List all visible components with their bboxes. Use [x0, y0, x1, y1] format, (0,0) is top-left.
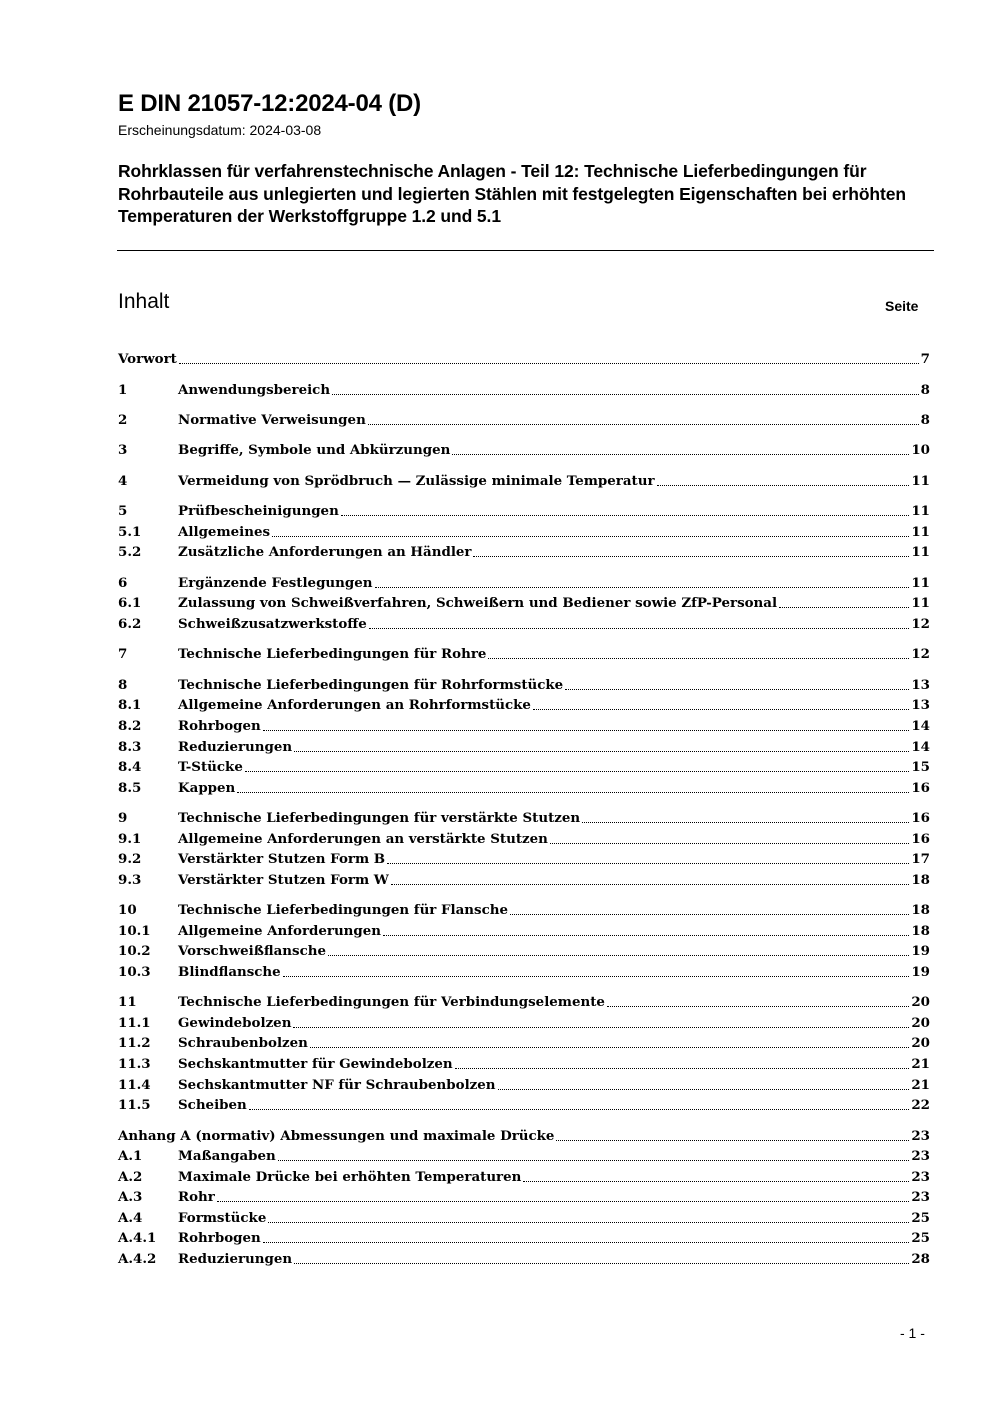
toc-entry-title: Technische Lieferbedingungen für Rohre: [178, 646, 487, 662]
toc-entry-number: 3: [118, 442, 128, 458]
toc-entry-title: Technische Lieferbedingungen für verstärkte Stutzen: [178, 810, 581, 826]
toc-dot-leader: [533, 709, 909, 710]
toc-dot-leader: [488, 658, 909, 659]
toc-entry[interactable]: [118, 471, 930, 491]
toc-entry[interactable]: [118, 757, 930, 777]
toc-entry[interactable]: [118, 900, 930, 920]
toc-dot-leader: [550, 843, 909, 844]
toc-entry-number: 11: [118, 994, 137, 1010]
toc-entry-title: Allgemeine Anforderungen an verstärkte Stutzen: [178, 831, 548, 847]
toc-dot-leader: [375, 587, 910, 588]
toc-entry-title: Blindflansche: [178, 964, 281, 980]
toc-entry-number: 8.3: [118, 739, 142, 755]
toc-entry-page: 13: [911, 677, 930, 693]
toc-entry-page: 23: [911, 1128, 930, 1144]
toc-entry-page: 21: [911, 1077, 930, 1093]
toc-entry[interactable]: [118, 501, 930, 521]
toc-entry-title: Formstücke: [178, 1210, 267, 1226]
toc-dot-leader: [383, 935, 909, 936]
toc-entry-number: A.2: [118, 1169, 143, 1185]
toc-dot-leader: [263, 1242, 910, 1243]
toc-entry[interactable]: [118, 1228, 930, 1248]
document-title: Rohrklassen für verfahrenstechnische Anlagen - Teil 12: Technische Lieferbedingungen für Rohrbauteile aus unlegierten und legierten Stählen mit festgelegten Eigenschaften bei erhöhten Temperaturen der Werkstoffgruppe 1.2 und 5.1: [118, 161, 906, 226]
toc-dot-leader: [294, 751, 909, 752]
toc-entry-number: 8.5: [118, 780, 142, 796]
toc-entry-title: Reduzierungen: [178, 739, 293, 755]
toc-dot-leader: [294, 1263, 909, 1264]
toc-entry[interactable]: [118, 921, 930, 941]
toc-entry[interactable]: [118, 695, 930, 715]
toc-entry-page: 16: [911, 780, 930, 796]
toc-entry-title: Verstärkter Stutzen Form B: [178, 851, 386, 867]
toc-entry-title: Vorschweißflansche: [178, 943, 326, 959]
toc-entry[interactable]: [118, 992, 930, 1012]
toc-entry[interactable]: [118, 1167, 930, 1187]
toc-dot-leader: [523, 1181, 909, 1182]
toc-dot-leader: [179, 363, 919, 364]
toc-dot-leader: [217, 1201, 910, 1202]
toc-entry-title: Allgemeines: [178, 524, 271, 540]
toc-entry-page: 28: [911, 1251, 930, 1267]
toc-entry-number: 1: [118, 382, 128, 398]
toc-entry-number: A.4: [118, 1210, 143, 1226]
toc-entry[interactable]: [118, 849, 930, 869]
toc-entry[interactable]: [118, 675, 930, 695]
document-id: E DIN 21057-12:2024-04 (D): [118, 90, 421, 117]
toc-entry[interactable]: [118, 737, 930, 757]
toc-entry[interactable]: [118, 573, 930, 593]
toc-entry[interactable]: [118, 593, 930, 613]
toc-heading: Inhalt: [118, 290, 170, 313]
toc-entry-page: 18: [911, 872, 930, 888]
toc-page-column-label: Seite: [885, 298, 919, 314]
toc-entry-number: 2: [118, 412, 128, 428]
toc-dot-leader: [607, 1006, 909, 1007]
toc-entry[interactable]: [118, 410, 930, 430]
toc-entry-page: 12: [911, 646, 930, 662]
toc-entry-number: 9: [118, 810, 128, 826]
toc-entry[interactable]: [118, 1095, 930, 1115]
toc-entry-title: Technische Lieferbedingungen für Verbindungselemente: [178, 994, 605, 1010]
toc-entry[interactable]: [118, 1208, 930, 1228]
toc-entry-number: 9.2: [118, 851, 142, 867]
toc-dot-leader: [283, 976, 910, 977]
toc-entry-number: 6.1: [118, 595, 142, 611]
toc-entry-number: 8: [118, 677, 128, 693]
toc-entry-title: Allgemeine Anforderungen: [178, 923, 382, 939]
toc-entry-title: Technische Lieferbedingungen für Flansche: [178, 902, 508, 918]
toc-entry[interactable]: [118, 716, 930, 736]
toc-entry-title: Allgemeine Anforderungen an Rohrformstücke: [178, 697, 531, 713]
toc-dot-leader: [272, 536, 909, 537]
toc-entry-number: 10: [118, 902, 137, 918]
toc-entry-title: Rohr: [178, 1189, 215, 1205]
toc-entry-page: 15: [911, 759, 930, 775]
toc-entry-page: 11: [911, 503, 930, 519]
toc-dot-leader: [556, 1140, 909, 1141]
toc-entry-number: 10.1: [118, 923, 151, 939]
toc-entry[interactable]: [118, 1187, 930, 1207]
toc-entry-title: Kappen: [178, 780, 236, 796]
title-divider: [117, 250, 934, 251]
toc-entry-title: Vorwort: [118, 351, 177, 367]
toc-dot-leader: [332, 394, 919, 395]
toc-entry-number: 8.4: [118, 759, 142, 775]
toc-entry[interactable]: [118, 380, 930, 400]
toc-entry-page: 23: [911, 1169, 930, 1185]
toc-entry-page: 17: [911, 851, 930, 867]
toc-entry-page: 20: [911, 994, 930, 1010]
toc-entry-page: 22: [911, 1097, 930, 1113]
toc-dot-leader: [779, 607, 909, 608]
toc-entry-page: 12: [911, 616, 930, 632]
toc-entry-number: 9.1: [118, 831, 142, 847]
toc-entry-page: 16: [911, 810, 930, 826]
toc-entry-number: 11.4: [118, 1077, 151, 1093]
toc-entry-page: 23: [911, 1189, 930, 1205]
toc-entry-title: Rohrbogen: [178, 1230, 261, 1246]
toc-entry-page: 19: [911, 943, 930, 959]
toc-entry[interactable]: [118, 778, 930, 798]
toc-entry[interactable]: [118, 870, 930, 890]
toc-entry[interactable]: [118, 1054, 930, 1074]
toc-entry-page: 11: [911, 544, 930, 560]
toc-entry[interactable]: [118, 1126, 930, 1146]
toc-dot-leader: [391, 884, 910, 885]
toc-entry-title: Rohrbogen: [178, 718, 261, 734]
toc-dot-leader: [249, 1109, 910, 1110]
toc-dot-leader: [510, 914, 909, 915]
toc-dot-leader: [582, 822, 909, 823]
toc-entry-page: 18: [911, 902, 930, 918]
toc-dot-leader: [455, 1068, 910, 1069]
toc-entry-number: A.4.1: [118, 1230, 157, 1246]
toc-entry-number: 11.3: [118, 1056, 151, 1072]
toc-entry[interactable]: [118, 1013, 930, 1033]
toc-entry-page: 16: [911, 831, 930, 847]
toc-dot-leader: [452, 454, 909, 455]
toc-dot-leader: [565, 689, 909, 690]
toc-entry-title: Zulassung von Schweißverfahren, Schweißern und Bediener sowie ZfP-Personal: [178, 595, 778, 611]
toc-dot-leader: [369, 628, 910, 629]
toc-entry-title: T-Stücke: [178, 759, 243, 775]
toc-entry-title: Prüfbescheinigungen: [178, 503, 339, 519]
toc-entry-number: 9.3: [118, 872, 142, 888]
toc-entry-number: A.3: [118, 1189, 143, 1205]
toc-entry-number: 6: [118, 575, 128, 591]
toc-entry-title: Maßangaben: [178, 1148, 276, 1164]
toc-entry-number: 5: [118, 503, 128, 519]
toc-entry-title: Anwendungsbereich: [178, 382, 331, 398]
toc-entry[interactable]: [118, 644, 930, 664]
toc-entry[interactable]: [118, 962, 930, 982]
toc-entry-number: 10.3: [118, 964, 151, 980]
toc-entry-number: 8.2: [118, 718, 142, 734]
toc-dot-leader: [387, 863, 909, 864]
toc-entry-title: Anhang A (normativ) Abmessungen und maximale Drücke: [118, 1128, 555, 1144]
toc-entry-number: 11.2: [118, 1035, 151, 1051]
toc-entry-title: Schraubenbolzen: [178, 1035, 308, 1051]
toc-entry-title: Begriffe, Symbole und Abkürzungen: [178, 442, 451, 458]
toc-entry-page: 18: [911, 923, 930, 939]
toc-dot-leader: [368, 424, 919, 425]
toc-entry-title: Vermeidung von Sprödbruch — Zulässige minimale Temperatur: [178, 473, 655, 489]
toc-entry-title: Reduzierungen: [178, 1251, 293, 1267]
toc-entry-page: 11: [911, 524, 930, 540]
toc-entry-title: Schweißzusatzwerkstoffe: [178, 616, 367, 632]
toc-entry-number: A.1: [118, 1148, 143, 1164]
toc-entry-title: Maximale Drücke bei erhöhten Temperaturen: [178, 1169, 522, 1185]
toc-entry-page: 20: [911, 1035, 930, 1051]
page-number: - 1 -: [900, 1325, 925, 1341]
toc-entry[interactable]: [118, 614, 930, 634]
toc-entry-title: Ergänzende Festlegungen: [178, 575, 373, 591]
toc-entry-page: 25: [911, 1230, 930, 1246]
toc-dot-leader: [498, 1089, 910, 1090]
toc-dot-leader: [328, 955, 909, 956]
toc-entry[interactable]: [118, 1249, 930, 1269]
toc-entry-page: 25: [911, 1210, 930, 1226]
toc-entry-page: 11: [911, 575, 930, 591]
toc-entry[interactable]: [118, 542, 930, 562]
toc-entry-page: 7: [920, 351, 930, 367]
toc-entry-page: 20: [911, 1015, 930, 1031]
toc-entry[interactable]: [118, 941, 930, 961]
toc-entry-page: 8: [920, 382, 930, 398]
toc-dot-leader: [473, 556, 909, 557]
toc-entry-number: 7: [118, 646, 128, 662]
toc-entry-title: Scheiben: [178, 1097, 247, 1113]
toc-entry-title: Technische Lieferbedingungen für Rohrformstücke: [178, 677, 564, 693]
toc-entry-title: Zusätzliche Anforderungen an Händler: [178, 544, 472, 560]
toc-entry-title: Sechskantmutter NF für Schraubenbolzen: [178, 1077, 496, 1093]
toc-entry[interactable]: [118, 522, 930, 542]
toc-entry-page: 11: [911, 473, 930, 489]
toc-dot-leader: [310, 1047, 909, 1048]
toc-entry-number: 6.2: [118, 616, 142, 632]
toc-entry-page: 8: [920, 412, 930, 428]
toc-entry[interactable]: [118, 1033, 930, 1053]
toc-entry-page: 13: [911, 697, 930, 713]
toc-dot-leader: [278, 1160, 910, 1161]
toc-dot-leader: [237, 792, 909, 793]
toc-entry-number: A.4.2: [118, 1251, 157, 1267]
toc-entry-page: 19: [911, 964, 930, 980]
toc-entry[interactable]: [118, 808, 930, 828]
toc-dot-leader: [341, 515, 910, 516]
toc-dot-leader: [245, 771, 910, 772]
publication-date: Erscheinungsdatum: 2024-03-08: [118, 122, 322, 138]
toc-entry-page: 14: [911, 739, 930, 755]
toc-entry-number: 8.1: [118, 697, 142, 713]
toc-entry-number: 5.2: [118, 544, 142, 560]
toc-entry-title: Verstärkter Stutzen Form W: [178, 872, 389, 888]
toc-dot-leader: [293, 1027, 909, 1028]
toc-entry[interactable]: [118, 349, 930, 369]
toc-entry[interactable]: [118, 440, 930, 460]
toc-entry-number: 5.1: [118, 524, 142, 540]
toc-entry-number: 11.5: [118, 1097, 151, 1113]
toc-entry-page: 11: [911, 595, 930, 611]
toc-entry-page: 10: [911, 442, 930, 458]
toc-dot-leader: [657, 485, 910, 486]
toc-entry-page: 14: [911, 718, 930, 734]
toc-entry-title: Sechskantmutter für Gewindebolzen: [178, 1056, 453, 1072]
toc-dot-leader: [268, 1222, 909, 1223]
toc-entry-page: 21: [911, 1056, 930, 1072]
toc-entry-number: 10.2: [118, 943, 151, 959]
toc-entry[interactable]: [118, 1146, 930, 1166]
toc-dot-leader: [263, 730, 910, 731]
toc-entry[interactable]: [118, 829, 930, 849]
toc-entry-title: Normative Verweisungen: [178, 412, 366, 428]
toc-entry-page: 23: [911, 1148, 930, 1164]
toc-entry-title: Gewindebolzen: [178, 1015, 292, 1031]
toc-entry-number: 11.1: [118, 1015, 151, 1031]
toc-entry-number: 4: [118, 473, 128, 489]
toc-entry[interactable]: [118, 1075, 930, 1095]
